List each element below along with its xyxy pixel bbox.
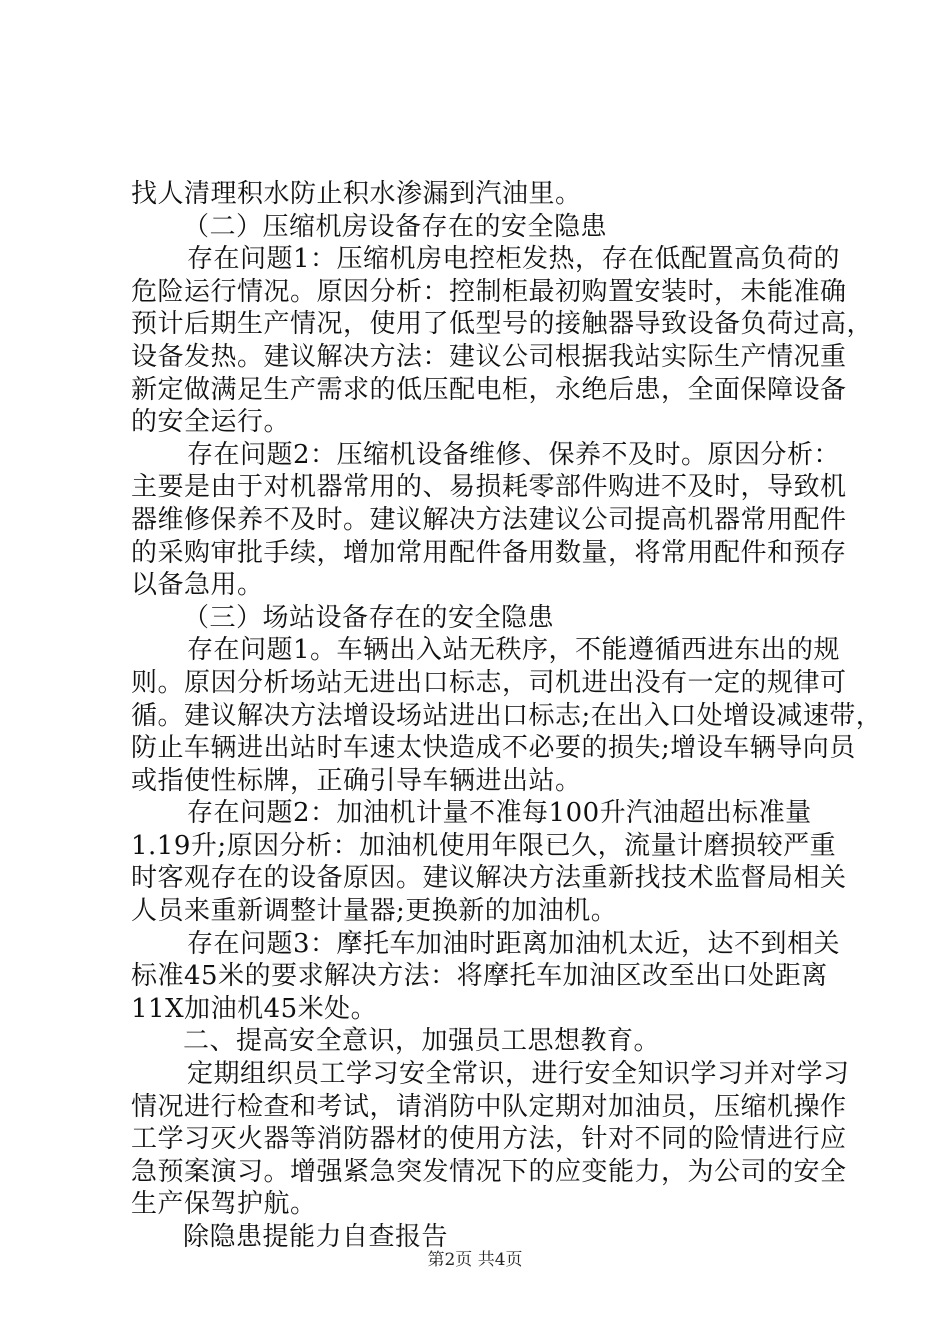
text-line: 存在问题1。车辆出入站无秩序，不能遵循西进东出的规	[187, 635, 841, 666]
text-line: 或指使性标牌，正确引导车辆进出站。	[131, 765, 582, 796]
text-line: 工学习灭火器等消防器材的使用方法，针对不同的险情进行应	[131, 1124, 847, 1155]
section-heading: 二、提高安全意识，加强员工思想教育。	[183, 1026, 661, 1057]
text-line: 生产保驾护航。	[131, 1189, 317, 1220]
document-body	[131, 178, 883, 1254]
text-line: 预计后期生产情况，使用了低型号的接触器导致设备负荷过高，	[131, 309, 874, 340]
text-line: 1.19升;原因分析：加油机使用年限已久，流量计磨损较严重	[131, 830, 837, 861]
document-title-line: 除隐患提能力自查报告	[183, 1222, 449, 1252]
text-line: 定期组织员工学习安全常识，进行安全知识学习并对学习	[187, 1059, 850, 1090]
text-line: 的安全运行。	[131, 407, 291, 438]
text-line: 以备急用。	[131, 570, 264, 601]
text-line: 急预案演习。增强紧急突发情况下的应变能力，为公司的安全	[131, 1156, 847, 1187]
text-line: 人员来重新调整计量器;更换新的加油机。	[131, 896, 618, 927]
text-line: 存在问题2：加油机计量不准每100升汽油超出标准量	[187, 798, 812, 829]
text-line: 存在问题1：压缩机房电控柜发热，存在低配置高负荷的	[187, 244, 841, 275]
text-line: 标准45米的要求解决方法：将摩托车加油区改至出口处距离	[131, 961, 828, 992]
text-line: 危险运行情况。原因分析：控制柜最初购置安装时，未能准确	[131, 276, 847, 307]
text-line: 时客观存在的设备原因。建议解决方法重新找技术监督局相关	[131, 863, 847, 894]
text-line: 情况进行检查和考试，请消防中队定期对加油员，压缩机操作	[131, 1091, 847, 1122]
page-footer: 第2页 共4页	[427, 1250, 523, 1270]
text-line: 主要是由于对机器常用的、易损耗零部件购进不及时，导致机	[131, 472, 847, 503]
section-heading: （三）场站设备存在的安全隐患	[183, 602, 555, 633]
text-line: 的采购审批手续，增加常用配件备用数量，将常用配件和预存	[131, 537, 847, 568]
text-line: 则。原因分析场站无进出口标志，司机进出没有一定的规律可	[131, 667, 847, 698]
text-line: 存在问题3：摩托车加油时距离加油机太近，达不到相关	[187, 928, 841, 959]
text-line: 新定做满足生产需求的低压配电柜，永绝后患，全面保障设备	[131, 374, 847, 405]
text-line: 设备发热。建议解决方法：建议公司根据我站实际生产情况重	[131, 341, 847, 372]
text-line: 循。建议解决方法增设场站进出口标志;在出入口处增设减速带，	[131, 700, 883, 731]
text-line: 找人清理积水防止积水渗漏到汽油里。	[131, 179, 582, 209]
text-line: 11X加油机45米处。	[131, 993, 378, 1024]
text-line: 器维修保养不及时。建议解决方法建议公司提高机器常用配件	[131, 504, 847, 535]
section-heading: （二）压缩机房设备存在的安全隐患	[183, 211, 608, 242]
text-line: 防止车辆进出站时车速太快造成不必要的损失;增设车辆导向员	[131, 733, 856, 764]
text-line: 存在问题2：压缩机设备维修、保养不及时。原因分析：	[187, 439, 841, 470]
